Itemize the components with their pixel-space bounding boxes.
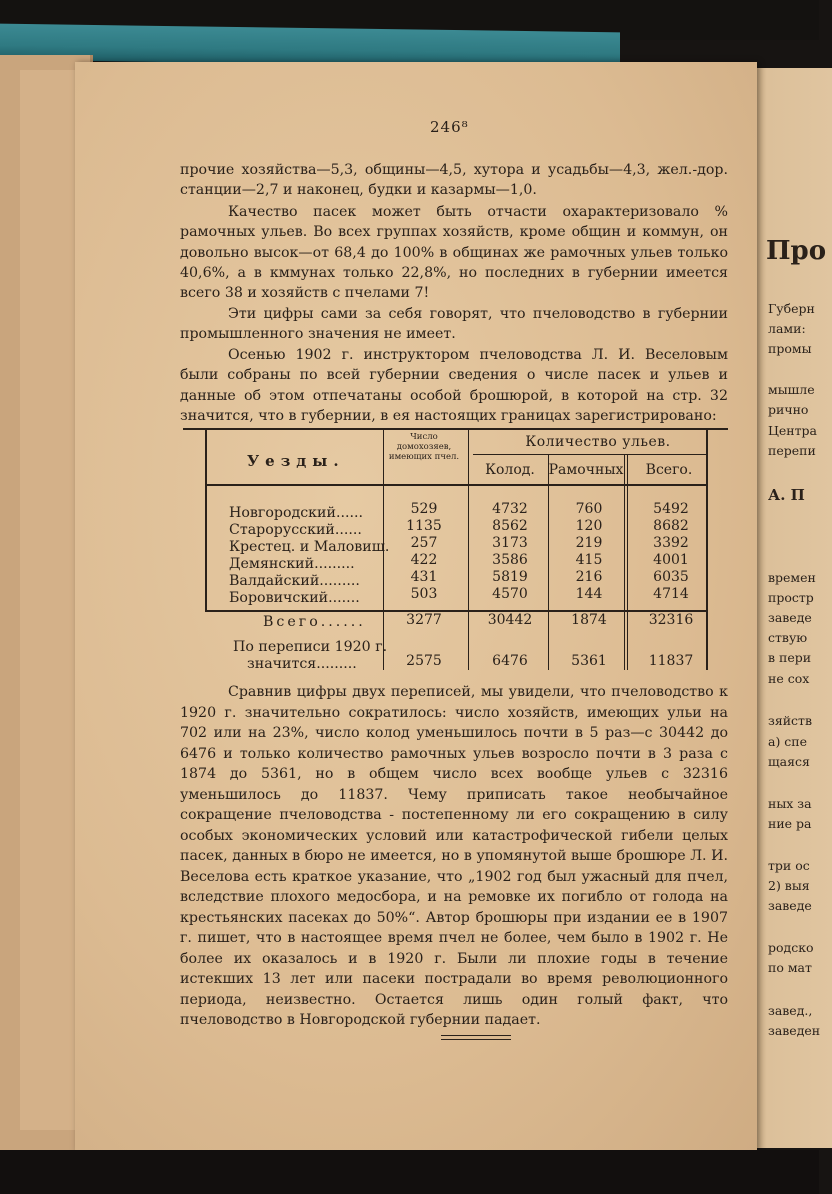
facing-line: заведе xyxy=(768,610,812,625)
cell-vsego: 3392 xyxy=(653,535,689,551)
table-left-rule xyxy=(205,428,207,612)
cell-kolod: 4732 xyxy=(492,501,528,517)
cell-census-households: 2575 xyxy=(406,653,442,669)
facing-line: щаяся xyxy=(768,754,810,769)
cell-households: 422 xyxy=(410,552,438,568)
header-households: Число домохозяев, имеющих пчел. xyxy=(388,432,460,462)
header-bottom-rule xyxy=(205,484,708,486)
facing-line: промы xyxy=(768,341,812,356)
table-row-name: Валдайский......... xyxy=(229,573,360,589)
cell-census-ramochnyh: 5361 xyxy=(571,653,607,669)
facing-line: рично xyxy=(768,402,809,417)
cell-ramochnyh: 415 xyxy=(575,552,603,568)
cell-total-vsego: 32316 xyxy=(648,612,694,628)
paragraph-4: Осенью 1902 г. инструктором пчеловодства Л. И. Веселовым были собраны по всей губернии сведения о числе пасек и ульев и данные об этом отпечатаны особой брошюрой, в которой на стр. 32 значится, что в губернии, в ея настоящих границах зарегистрировано: xyxy=(180,347,728,424)
end-ornament-line xyxy=(441,1035,511,1036)
facing-line: ных за xyxy=(768,796,812,811)
header-vsego: Всего. xyxy=(645,462,693,478)
cell-ramochnyh: 219 xyxy=(575,535,603,551)
cell-vsego: 4001 xyxy=(653,552,689,568)
cell-vsego: 8682 xyxy=(653,518,689,534)
end-ornament-line xyxy=(441,1039,511,1040)
cell-kolod: 3173 xyxy=(492,535,528,551)
facing-line: Губерн xyxy=(768,301,815,316)
facing-line: три ос xyxy=(768,858,810,873)
header-ramochnyh: Рамочных xyxy=(548,462,624,478)
paragraph-3: Эти цифры сами за себя говорят, что пчеловодство в губернии промышленного значения не имеет. xyxy=(180,306,728,343)
facing-line: зяйств xyxy=(768,713,812,728)
paragraph-5: Сравнив цифры двух переписей, мы увидели, что пчеловодство к 1920 г. значительно сократилось: число хозяйств, имеющих ульи на 702 или на 23%, число колод уменьшилось почти в 5 раз—с 30442 до 6476 и только количество рамочных ульев возросло почти в 3 раза с 1874 до 5361, но в общем число всех вообще ульев с 32316 уменьшилось до 11837. Чему приписать такое необычайное сокращение пчеловодства - постепенному ли его сокращению в силу особых экономических условий или катастрофической гибели целых пасек, данных в бюро не имеется, но в упомянутой выше брошюре Л. И. Веселова есть краткое указание, что „1902 год был ужасный для пчел, вследствие плохого медосбора, и на ремовке их погибло от голода на крестьянских пасеках до 50%“. Автор брошюры при издании ее в 1907 г. пишет, что в настоящее время пчел не более, чем было в 1902 г. Не более их оказалось и в 1920 г. Были ли плохие годы в течение истекших 13 лет или пасеки пострадали во время революционного периода, неизвестно. Остается лишь один голый факт, что пчеловодство в Новгородской губернии падает. xyxy=(180,684,728,1028)
cell-kolod: 4570 xyxy=(492,586,528,602)
facing-line: перепи xyxy=(768,443,816,458)
cell-kolod: 5819 xyxy=(492,569,528,585)
facing-line: ствую xyxy=(768,630,808,645)
cell-census-kolod: 6476 xyxy=(492,653,528,669)
header-uezdy: Уезды. xyxy=(247,452,345,470)
cell-vsego: 5492 xyxy=(653,501,689,517)
facing-subheading: А. П xyxy=(768,486,805,504)
header-sub-rule xyxy=(473,454,708,455)
page-number: 246⁸ xyxy=(430,118,469,136)
facing-line: 2) выя xyxy=(768,878,810,893)
facing-page xyxy=(752,68,832,1148)
facing-line: в пери xyxy=(768,650,812,665)
facing-line: а) спе xyxy=(768,734,808,749)
table-row-name: Старорусский...... xyxy=(229,522,362,538)
cell-ramochnyh: 760 xyxy=(575,501,603,517)
table-top-rule xyxy=(183,428,728,430)
table-row-name: Демянский......... xyxy=(229,556,355,572)
table-row-name: Боровичский....... xyxy=(229,590,360,606)
back-pages-inner xyxy=(20,70,82,1130)
facing-line: заведе xyxy=(768,898,812,913)
facing-line: по мат xyxy=(768,960,812,975)
cell-kolod: 3586 xyxy=(492,552,528,568)
total-row-name: Всего...... xyxy=(263,614,366,630)
cell-kolod: 8562 xyxy=(492,518,528,534)
facing-line: ние ра xyxy=(768,816,812,831)
facing-line: завед., xyxy=(768,1003,813,1018)
cell-households: 257 xyxy=(410,535,438,551)
table-row-name: Новгородский...... xyxy=(229,505,364,521)
beekeeping-table xyxy=(183,428,728,673)
cell-total-households: 3277 xyxy=(406,612,442,628)
cell-total-ramochnyh: 1874 xyxy=(571,612,607,628)
paragraph-2: Качество пасек может быть отчасти охарактеризовало % рамочных ульев. Во всех группах хозяйств, кроме общин и коммун, он довольно высок—от 68,4 до 100% в общинах же рамочных ульев только 40,6%, а в кммунах только 22,8%, но последних в губернии имеется всего 38 и хозяйств с пчелами 7! xyxy=(180,204,728,302)
cell-households: 431 xyxy=(410,569,438,585)
col-rule-2 xyxy=(468,428,469,670)
census-row-line1: По переписи 1920 г. xyxy=(233,639,388,655)
header-hives: Количество ульев. xyxy=(525,434,671,450)
col-rule-3 xyxy=(548,454,549,670)
cell-households: 503 xyxy=(410,586,438,602)
facing-line: простр xyxy=(768,590,814,605)
cell-census-vsego: 11837 xyxy=(648,653,694,669)
facing-line: не сох xyxy=(768,671,810,686)
cell-ramochnyh: 144 xyxy=(575,586,603,602)
dark-background-bottom xyxy=(0,1150,819,1194)
facing-line: времен xyxy=(768,570,816,585)
col-rule-4b xyxy=(627,454,628,670)
cell-households: 529 xyxy=(410,501,438,517)
facing-line: мышле xyxy=(768,382,815,397)
cell-households: 1135 xyxy=(406,518,442,534)
facing-line: заведен xyxy=(768,1023,821,1038)
facing-page-title: Про xyxy=(766,236,827,266)
census-row-line2: значится......... xyxy=(247,656,357,672)
facing-line: Центра xyxy=(768,423,817,438)
table-row-name: Крестец. и Маловиш. xyxy=(229,539,390,555)
facing-line: родско xyxy=(768,940,814,955)
cell-ramochnyh: 216 xyxy=(575,569,603,585)
cell-vsego: 4714 xyxy=(653,586,689,602)
header-kolod: Колод. xyxy=(485,462,535,478)
cell-vsego: 6035 xyxy=(653,569,689,585)
facing-line: лами: xyxy=(768,321,806,336)
paragraph-1: прочие хозяйства—5,3, общины—4,5, хутора и усадьбы—4,3, жел.-дор. станции—2,7 и наконец, будки и казармы—1,0. xyxy=(180,162,728,199)
cell-total-kolod: 30442 xyxy=(487,612,533,628)
cell-ramochnyh: 120 xyxy=(575,518,603,534)
